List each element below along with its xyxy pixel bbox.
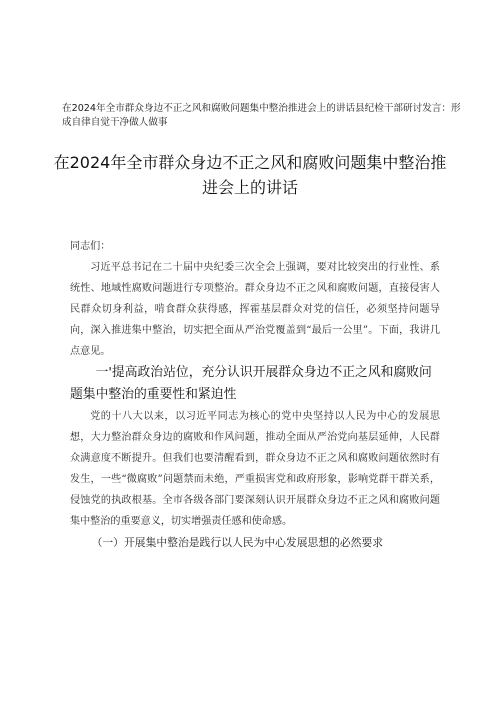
document-body xyxy=(70,236,440,553)
document-header: 在2024年全市群众身边不正之风和腐败问题集中整治推进会上的讲话县纪检干部研讨发言：形成自律自觉干净做人做事 xyxy=(62,103,461,128)
section-paragraph-1: 党的十八大以来，以习近平同志为核心的党中央坚持以人民为中心的发展思想，大力整治群众身边的腐败和作风问题，推动全面从严治党向基层延伸，人民群众满意度不断提升。但我们也要清醒看到，群众身边不正之风和腐败问题依然时有发生，一些“微腐败”问题禁而未绝，严重损害党和政府形象，影响党群干群关系，侵蚀党的执政根基。全市各级各部门要深刻认识开展群众身边不正之风和腐败问题集中整治的重要意义，切实增强责任感和使命感。 xyxy=(70,411,440,527)
salutation: 同志们： xyxy=(70,241,111,252)
speech-title: 在2024年全市群众身边不正之风和腐败问题集中整治推进会上的讲话 xyxy=(53,153,447,197)
subsection-heading-1: （一）开展集中整治是践行以人民为中心发展思想的必然要求 xyxy=(91,536,384,549)
opening-paragraph: 习近平总书记在二十届中央纪委三次全会上强调，要对比较突出的行业性、系统性、地域性腐败问题进行专项整治。群众身边不正之风和腐败问题，直接侵害人民群众切身利益，啃食群众获得感，挥霍基层群众对党的信任，必须坚持问题导向，深入推进集中整治，切实把全面从严治党覆盖到“最后一公里”。下面，我讲几点意见。 xyxy=(70,262,440,357)
section-heading-1: 一'提高政治站位，充分认识开展群众身边不正之风和腐败问题集中整治的重要性和紧迫性 xyxy=(70,365,432,402)
